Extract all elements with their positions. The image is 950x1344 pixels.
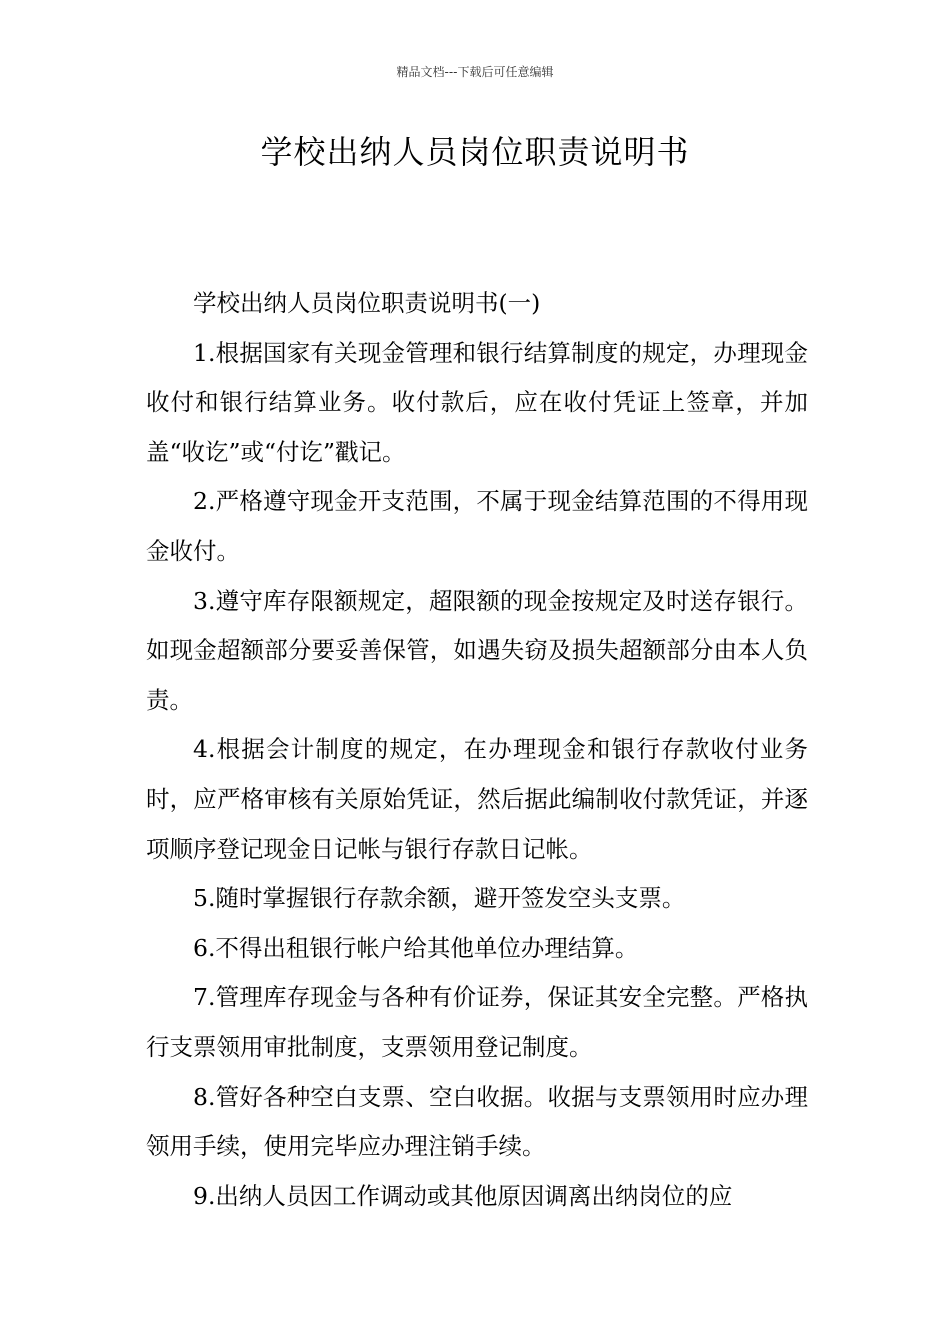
subtitle-paragraph: 学校出纳人员岗位职责说明书(一) (193, 289, 541, 317)
paragraph-item-5: 5.随时掌握银行存款余额，避开签发空头支票。 (193, 884, 686, 913)
paragraph-item-6: 6.不得出租银行帐户给其他单位办理结算。 (193, 933, 639, 962)
document-title: 学校出纳人员岗位职责说明书 (260, 133, 690, 171)
paragraph-item-9: 9.出纳人员因工作调动或其他原因调离出纳岗位的应 (193, 1181, 733, 1210)
paragraph-item-7: 7.管理库存现金与各种有价证券，保证其安全完整。严格执行支票领用审批制度，支票领用登记制度。 (146, 983, 808, 1061)
paragraph-item-2: 2.严格遵守现金开支范围，不属于现金结算范围的不得用现金收付。 (146, 487, 808, 565)
paragraph-item-1: 1.根据国家有关现金管理和银行结算制度的规定，办理现金收付和银行结算业务。收付款后，应在收付凭证上签章，并加盖“收讫”或“付讫”戳记。 (146, 338, 808, 466)
paragraph-item-8: 8.管好各种空白支票、空白收据。收据与支票领用时应办理领用手续，使用完毕应办理注销手续。 (146, 1082, 808, 1161)
paragraph-item-3: 3.遵守库存限额规定，超限额的现金按规定及时送存银行。如现金超额部分要妥善保管，如遇失窃及损失超额部分由本人负责。 (146, 586, 808, 714)
header-note: 精品文档---下载后可任意编辑 (396, 65, 554, 79)
document-body (146, 279, 808, 1221)
paragraph-item-4: 4.根据会计制度的规定，在办理现金和银行存款收付业务时，应严格审核有关原始凭证，然后据此编制收付款凭证，并逐项顺序登记现金日记帐与银行存款日记帐。 (146, 735, 808, 863)
